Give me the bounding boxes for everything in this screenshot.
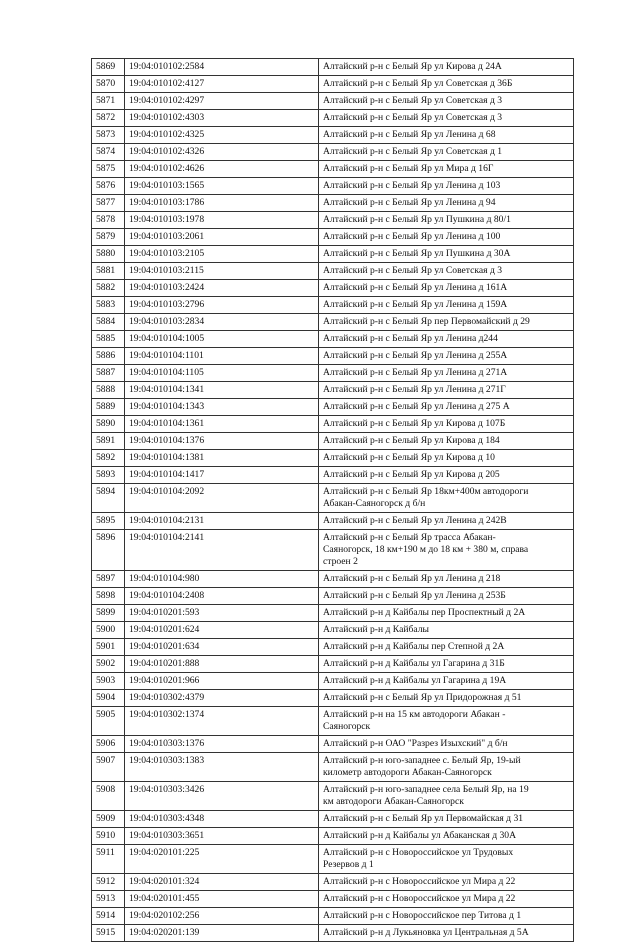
row-number-cell: 5879 — [92, 229, 125, 246]
cadastral-number-cell: 19:04:010104:1381 — [125, 450, 319, 467]
row-number-cell: 5885 — [92, 331, 125, 348]
address-cell: Алтайский р-н с Белый Яр ул Пушкина д 30А — [319, 246, 574, 263]
cadastral-number-cell: 19:04:010103:1978 — [125, 212, 319, 229]
cadastral-number-cell: 19:04:020101:225 — [125, 845, 319, 874]
cadastral-number-cell: 19:04:010103:2105 — [125, 246, 319, 263]
table-row — [92, 144, 574, 161]
cadastral-number-cell: 19:04:010104:980 — [125, 571, 319, 588]
cadastral-number-cell: 19:04:010104:1005 — [125, 331, 319, 348]
table-row — [92, 845, 574, 874]
row-number-cell: 5900 — [92, 622, 125, 639]
cadastral-number-cell: 19:04:010201:888 — [125, 656, 319, 673]
cadastral-number-cell: 19:04:010103:2424 — [125, 280, 319, 297]
address-cell: Алтайский р-н с Белый Яр ул Советская д 36Б — [319, 76, 574, 93]
row-number-cell: 5912 — [92, 874, 125, 891]
address-cell: Алтайский р-н с Белый Яр ул Ленина д 68 — [319, 127, 574, 144]
cadastral-number-cell: 19:04:010302:1374 — [125, 707, 319, 736]
address-cell: Алтайский р-н с Белый Яр ул Пушкина д 80/1 — [319, 212, 574, 229]
address-cell: Алтайский р-н с Белый Яр ул Ленина д 94 — [319, 195, 574, 212]
cadastral-number-cell: 19:04:010103:2115 — [125, 263, 319, 280]
cadastral-number-cell: 19:04:020101:455 — [125, 891, 319, 908]
cadastral-number-cell: 19:04:010102:4127 — [125, 76, 319, 93]
address-cell: Алтайский р-н с Белый Яр ул Кирова д 184 — [319, 433, 574, 450]
registry-table-body — [92, 59, 574, 942]
address-cell: Алтайский р-н с Белый Яр ул Придорожная д 51 — [319, 690, 574, 707]
address-cell: Алтайский р-н с Белый Яр ул Ленина д 242В — [319, 513, 574, 530]
table-row — [92, 673, 574, 690]
table-row — [92, 212, 574, 229]
address-cell: Алтайский р-н с Белый Яр ул Ленина д 253Б — [319, 588, 574, 605]
address-cell: Алтайский р-н с Белый Яр трасса Абакан- Саяногорск, 18 км+190 м до 18 км + 380 м, справа строен 2 — [319, 530, 574, 571]
row-number-cell: 5910 — [92, 828, 125, 845]
table-row — [92, 365, 574, 382]
address-cell: Алтайский р-н с Белый Яр ул Мира д 16Г — [319, 161, 574, 178]
row-number-cell: 5896 — [92, 530, 125, 571]
row-number-cell: 5898 — [92, 588, 125, 605]
table-row — [92, 178, 574, 195]
table-row — [92, 874, 574, 891]
row-number-cell: 5877 — [92, 195, 125, 212]
row-number-cell: 5883 — [92, 297, 125, 314]
row-number-cell: 5899 — [92, 605, 125, 622]
row-number-cell: 5874 — [92, 144, 125, 161]
row-number-cell: 5903 — [92, 673, 125, 690]
row-number-cell: 5902 — [92, 656, 125, 673]
row-number-cell: 5873 — [92, 127, 125, 144]
address-cell: Алтайский р-н с Белый Яр пер Первомайский д 29 — [319, 314, 574, 331]
row-number-cell: 5889 — [92, 399, 125, 416]
cadastral-number-cell: 19:04:020101:324 — [125, 874, 319, 891]
table-row — [92, 195, 574, 212]
cadastral-number-cell: 19:04:010103:1786 — [125, 195, 319, 212]
cadastral-number-cell: 19:04:010104:1361 — [125, 416, 319, 433]
row-number-cell: 5887 — [92, 365, 125, 382]
row-number-cell: 5915 — [92, 925, 125, 942]
table-row — [92, 571, 574, 588]
table-row — [92, 925, 574, 942]
table-row — [92, 161, 574, 178]
cadastral-number-cell: 19:04:010102:2584 — [125, 59, 319, 76]
cadastral-number-cell: 19:04:010102:4626 — [125, 161, 319, 178]
table-row — [92, 908, 574, 925]
table-row — [92, 782, 574, 811]
table-row — [92, 622, 574, 639]
table-row — [92, 707, 574, 736]
cadastral-number-cell: 19:04:010103:1565 — [125, 178, 319, 195]
table-row — [92, 484, 574, 513]
table-row — [92, 59, 574, 76]
cadastral-number-cell: 19:04:010103:2796 — [125, 297, 319, 314]
row-number-cell: 5890 — [92, 416, 125, 433]
address-cell: Алтайский р-н с Белый Яр ул Советская д 3 — [319, 93, 574, 110]
address-cell: Алтайский р-н с Белый Яр ул Ленина д 103 — [319, 178, 574, 195]
cadastral-number-cell: 19:04:010104:1105 — [125, 365, 319, 382]
table-row — [92, 450, 574, 467]
row-number-cell: 5881 — [92, 263, 125, 280]
row-number-cell: 5891 — [92, 433, 125, 450]
row-number-cell: 5914 — [92, 908, 125, 925]
table-row — [92, 263, 574, 280]
address-cell: Алтайский р-н д Кайбалы пер Проспектный д 2А — [319, 605, 574, 622]
cadastral-number-cell: 19:04:010201:624 — [125, 622, 319, 639]
address-cell: Алтайский р-н с Белый Яр ул Кирова д 24А — [319, 59, 574, 76]
address-cell: Алтайский р-н д Лукьяновка ул Центральная д 5А — [319, 925, 574, 942]
cadastral-number-cell: 19:04:010102:4325 — [125, 127, 319, 144]
cadastral-number-cell: 19:04:010303:3651 — [125, 828, 319, 845]
row-number-cell: 5870 — [92, 76, 125, 93]
row-number-cell: 5904 — [92, 690, 125, 707]
address-cell: Алтайский р-н юго-западнее с. Белый Яр, 19-ый километр автодороги Абакан-Саяногорск — [319, 753, 574, 782]
row-number-cell: 5876 — [92, 178, 125, 195]
cadastral-number-cell: 19:04:010102:4326 — [125, 144, 319, 161]
row-number-cell: 5894 — [92, 484, 125, 513]
row-number-cell: 5882 — [92, 280, 125, 297]
address-cell: Алтайский р-н с Белый Яр ул Ленина д244 — [319, 331, 574, 348]
cadastral-number-cell: 19:04:010104:2131 — [125, 513, 319, 530]
address-cell: Алтайский р-н с Белый Яр ул Кирова д 107Б — [319, 416, 574, 433]
row-number-cell: 5911 — [92, 845, 125, 874]
address-cell: Алтайский р-н с Белый Яр ул Ленина д 218 — [319, 571, 574, 588]
address-cell: Алтайский р-н с Белый Яр ул Советская д 1 — [319, 144, 574, 161]
cadastral-number-cell: 19:04:010104:2141 — [125, 530, 319, 571]
table-row — [92, 76, 574, 93]
table-row — [92, 297, 574, 314]
cadastral-number-cell: 19:04:010201:593 — [125, 605, 319, 622]
cadastral-number-cell: 19:04:010104:1343 — [125, 399, 319, 416]
row-number-cell: 5878 — [92, 212, 125, 229]
address-cell: Алтайский р-н с Белый Яр ул Кирова д 10 — [319, 450, 574, 467]
table-row — [92, 433, 574, 450]
table-row — [92, 110, 574, 127]
address-cell: Алтайский р-н с Белый Яр ул Ленина д 100 — [319, 229, 574, 246]
table-row — [92, 753, 574, 782]
table-row — [92, 639, 574, 656]
row-number-cell: 5893 — [92, 467, 125, 484]
table-row — [92, 280, 574, 297]
row-number-cell: 5888 — [92, 382, 125, 399]
row-number-cell: 5901 — [92, 639, 125, 656]
cadastral-number-cell: 19:04:010104:1341 — [125, 382, 319, 399]
address-cell: Алтайский р-н с Белый Яр ул Ленина д 161А — [319, 280, 574, 297]
row-number-cell: 5869 — [92, 59, 125, 76]
cadastral-number-cell: 19:04:010104:2408 — [125, 588, 319, 605]
address-cell: Алтайский р-н д Кайбалы ул Гагарина д 31Б — [319, 656, 574, 673]
table-row — [92, 416, 574, 433]
address-cell: Алтайский р-н с Новороссийское ул Мира д 22 — [319, 891, 574, 908]
address-cell: Алтайский р-н с Белый Яр ул Ленина д 271А — [319, 365, 574, 382]
table-row — [92, 828, 574, 845]
table-row — [92, 605, 574, 622]
address-cell: Алтайский р-н с Белый Яр ул Советская д 3 — [319, 110, 574, 127]
address-cell: Алтайский р-н д Кайбалы — [319, 622, 574, 639]
cadastral-number-cell: 19:04:010103:2061 — [125, 229, 319, 246]
row-number-cell: 5905 — [92, 707, 125, 736]
row-number-cell: 5871 — [92, 93, 125, 110]
cadastral-number-cell: 19:04:010201:966 — [125, 673, 319, 690]
registry-table — [91, 58, 574, 942]
table-row — [92, 127, 574, 144]
address-cell: Алтайский р-н с Белый Яр ул Кирова д 205 — [319, 467, 574, 484]
row-number-cell: 5913 — [92, 891, 125, 908]
cadastral-number-cell: 19:04:010303:4348 — [125, 811, 319, 828]
address-cell: Алтайский р-н с Новороссийское пер Титова д 1 — [319, 908, 574, 925]
table-row — [92, 348, 574, 365]
table-row — [92, 513, 574, 530]
row-number-cell: 5872 — [92, 110, 125, 127]
address-cell: Алтайский р-н с Новороссийское ул Трудовых Резервов д 1 — [319, 845, 574, 874]
row-number-cell: 5906 — [92, 736, 125, 753]
address-cell: Алтайский р-н д Кайбалы ул Абаканская д 30А — [319, 828, 574, 845]
address-cell: Алтайский р-н д Кайбалы пер Степной д 2А — [319, 639, 574, 656]
row-number-cell: 5908 — [92, 782, 125, 811]
cadastral-number-cell: 19:04:010104:2092 — [125, 484, 319, 513]
cadastral-number-cell: 19:04:010102:4303 — [125, 110, 319, 127]
table-row — [92, 93, 574, 110]
cadastral-number-cell: 19:04:010103:2834 — [125, 314, 319, 331]
table-row — [92, 467, 574, 484]
table-row — [92, 811, 574, 828]
table-row — [92, 382, 574, 399]
row-number-cell: 5909 — [92, 811, 125, 828]
address-cell: Алтайский р-н на 15 км автодороги Абакан - Саяногорск — [319, 707, 574, 736]
cadastral-number-cell: 19:04:010303:1376 — [125, 736, 319, 753]
table-row — [92, 656, 574, 673]
address-cell: Алтайский р-н с Белый Яр ул Ленина д 255А — [319, 348, 574, 365]
row-number-cell: 5886 — [92, 348, 125, 365]
table-row — [92, 314, 574, 331]
cadastral-number-cell: 19:04:020102:256 — [125, 908, 319, 925]
cadastral-number-cell: 19:04:010104:1417 — [125, 467, 319, 484]
table-row — [92, 399, 574, 416]
row-number-cell: 5892 — [92, 450, 125, 467]
row-number-cell: 5875 — [92, 161, 125, 178]
cadastral-number-cell: 19:04:010201:634 — [125, 639, 319, 656]
address-cell: Алтайский р-н с Белый Яр ул Первомайская д 31 — [319, 811, 574, 828]
cadastral-number-cell: 19:04:010303:3426 — [125, 782, 319, 811]
address-cell: Алтайский р-н с Белый Яр ул Ленина д 159А — [319, 297, 574, 314]
address-cell: Алтайский р-н ОАО "Разрез Изыхский" д б/н — [319, 736, 574, 753]
table-row — [92, 736, 574, 753]
table-row — [92, 331, 574, 348]
cadastral-number-cell: 19:04:010104:1101 — [125, 348, 319, 365]
row-number-cell: 5884 — [92, 314, 125, 331]
table-row — [92, 690, 574, 707]
address-cell: Алтайский р-н д Кайбалы ул Гагарина д 19А — [319, 673, 574, 690]
row-number-cell: 5897 — [92, 571, 125, 588]
row-number-cell: 5907 — [92, 753, 125, 782]
cadastral-number-cell: 19:04:010303:1383 — [125, 753, 319, 782]
cadastral-number-cell: 19:04:010302:4379 — [125, 690, 319, 707]
table-row — [92, 530, 574, 571]
address-cell: Алтайский р-н с Белый Яр 18км+400м автодороги Абакан-Саяногорск д б/н — [319, 484, 574, 513]
cadastral-number-cell: 19:04:020201:139 — [125, 925, 319, 942]
address-cell: Алтайский р-н с Новороссийское ул Мира д 22 — [319, 874, 574, 891]
address-cell: Алтайский р-н с Белый Яр ул Ленина д 271Г — [319, 382, 574, 399]
cadastral-number-cell: 19:04:010102:4297 — [125, 93, 319, 110]
address-cell: Алтайский р-н с Белый Яр ул Ленина д 275 А — [319, 399, 574, 416]
row-number-cell: 5880 — [92, 246, 125, 263]
cadastral-number-cell: 19:04:010104:1376 — [125, 433, 319, 450]
table-row — [92, 229, 574, 246]
address-cell: Алтайский р-н юго-западнее села Белый Яр, на 19 км автодороги Абакан-Саяногорск — [319, 782, 574, 811]
row-number-cell: 5895 — [92, 513, 125, 530]
address-cell: Алтайский р-н с Белый Яр ул Советская д 3 — [319, 263, 574, 280]
table-row — [92, 588, 574, 605]
table-row — [92, 246, 574, 263]
